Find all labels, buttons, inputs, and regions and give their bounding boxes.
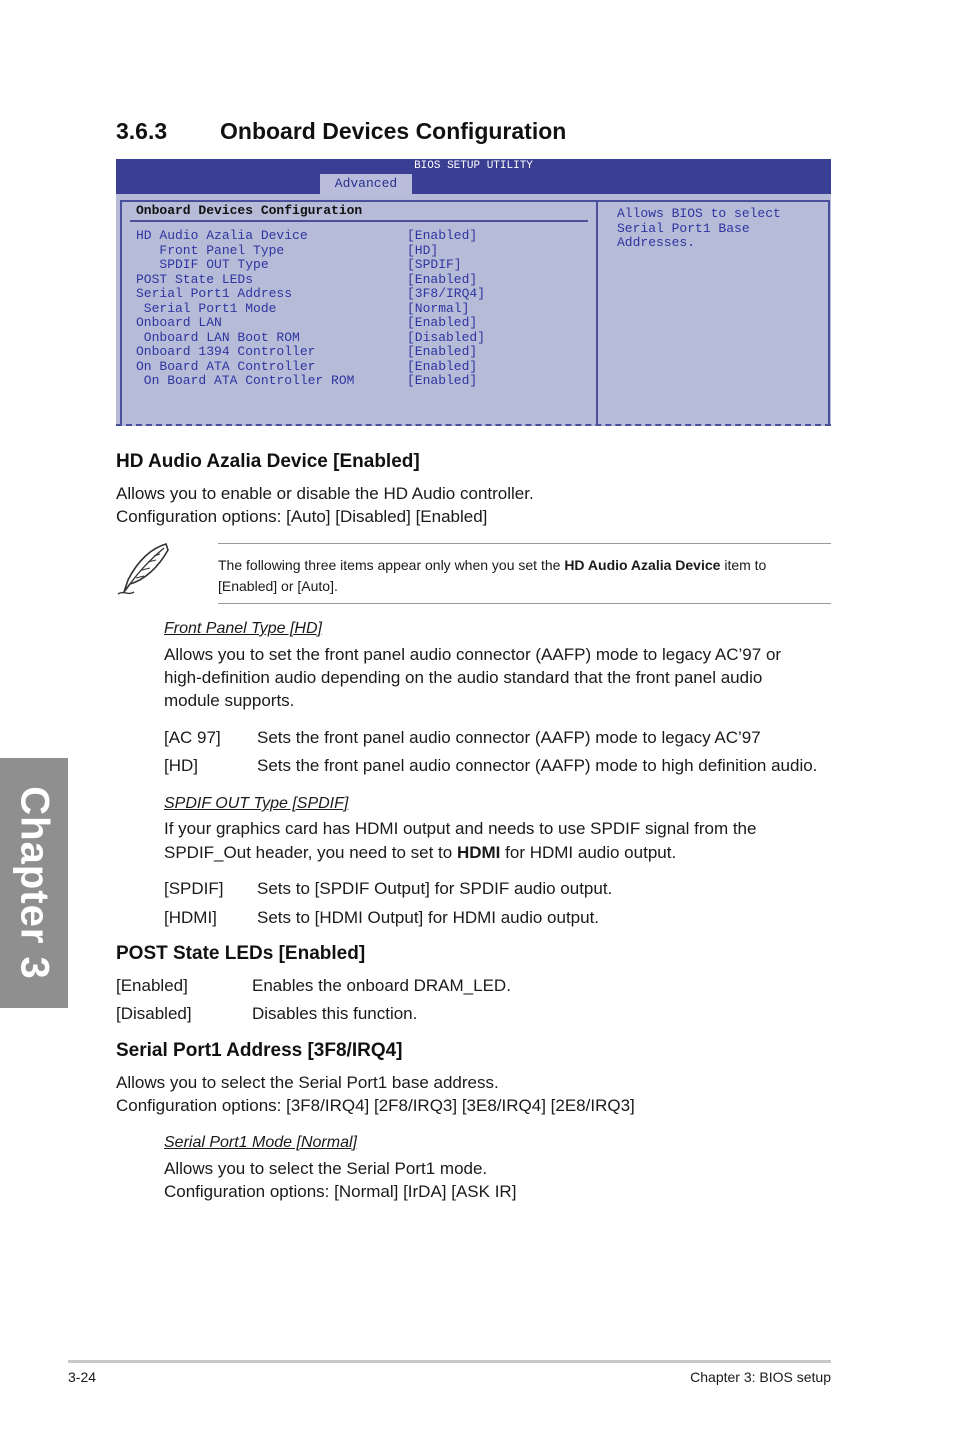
footer-chapter: Chapter 3: BIOS setup xyxy=(690,1369,831,1385)
bios-item[interactable]: Onboard LAN [Enabled] xyxy=(136,315,478,330)
front-panel-desc-2: high-definition audio depending on the audio standard that the front panel audio xyxy=(164,668,763,687)
hd-audio-options: Configuration options: [Auto] [Disabled] [Enabled] xyxy=(116,507,488,526)
bios-item-value: [Enabled] xyxy=(407,344,478,359)
footer-page-number: 3-24 xyxy=(68,1369,97,1385)
bios-header-bar xyxy=(116,159,831,194)
bios-item-value: [HD] xyxy=(407,242,439,258)
bios-item[interactable]: On Board ATA Controller ROM [Enabled] xyxy=(136,373,478,388)
bios-item-value: [SPDIF] xyxy=(407,257,462,272)
note-text: The following three items appear only when you set the HD Audio Azalia Device item to [Enabled] or [Auto]. xyxy=(218,557,767,594)
bios-bottom-dashed-border xyxy=(116,424,831,426)
note-bottom-rule xyxy=(218,603,831,604)
post-leds-heading: POST State LEDs [Enabled] xyxy=(116,943,366,964)
option-row: [SPDIF] Sets to [SPDIF Output] for SPDIF audio output. xyxy=(164,879,613,898)
bios-item-value: [Enabled] xyxy=(407,271,478,287)
bios-item[interactable]: Onboard LAN Boot ROM [Disabled] xyxy=(136,329,486,345)
note-top-rule xyxy=(218,543,831,544)
chapter-tab-label: Chapter 3 xyxy=(12,786,57,980)
hd-audio-desc: Allows you to enable or disable the HD Audio controller. xyxy=(116,484,534,503)
bios-item[interactable]: POST State LEDs [Enabled] xyxy=(136,271,478,287)
serial-address-desc: Allows you to select the Serial Port1 base address. xyxy=(116,1073,499,1092)
bios-item[interactable]: Front Panel Type [HD] xyxy=(136,242,439,258)
option-row: [Disabled] Disables this function. xyxy=(116,1004,418,1023)
bios-help-text: Allows BIOS to select Serial Port1 Base Addresses. xyxy=(617,206,781,250)
serial-address-heading: Serial Port1 Address [3F8/IRQ4] xyxy=(116,1040,403,1061)
bios-item[interactable]: Serial Port1 Address [3F8/IRQ4] xyxy=(136,286,486,301)
spdif-desc-2: SPDIF_Out header, you need to set to HDMI for HDMI audio output. xyxy=(164,843,677,862)
serial-address-options: Configuration options: [3F8/IRQ4] [2F8/IRQ3] [3E8/IRQ4] [2E8/IRQ3] xyxy=(116,1096,635,1115)
serial-mode-subheading: Serial Port1 Mode [Normal] xyxy=(164,1134,357,1151)
front-panel-subheading: Front Panel Type [HD] xyxy=(164,620,322,637)
bios-item-value: [Disabled] xyxy=(407,329,486,345)
bios-item-value: [Normal] xyxy=(407,300,470,316)
bios-panel-divider xyxy=(130,220,588,222)
hd-audio-heading: HD Audio Azalia Device [Enabled] xyxy=(116,451,420,472)
bios-item-value: [Enabled] xyxy=(407,228,478,243)
spdif-subheading: SPDIF OUT Type [SPDIF] xyxy=(164,795,349,812)
front-panel-desc-3: module supports. xyxy=(164,691,295,710)
bios-item[interactable]: Onboard 1394 Controller [Enabled] xyxy=(136,344,478,359)
bios-item-value: [Enabled] xyxy=(407,358,478,374)
chapter-side-tab xyxy=(0,758,68,1008)
bios-item-value: [Enabled] xyxy=(407,373,478,388)
bios-tab-advanced[interactable]: Advanced xyxy=(320,174,412,194)
bios-item[interactable]: SPDIF OUT Type [SPDIF] xyxy=(136,257,462,272)
bios-item-value: [3F8/IRQ4] xyxy=(407,286,486,301)
bios-panel-title: Onboard Devices Configuration xyxy=(136,203,363,218)
bios-item[interactable]: Serial Port1 Mode [Normal] xyxy=(136,300,470,316)
section-number: 3.6.3 xyxy=(116,118,168,144)
option-row: [AC 97] Sets the front panel audio connector (AAFP) mode to legacy AC’97 xyxy=(164,728,761,747)
section-title xyxy=(116,118,566,145)
option-row: [Enabled] Enables the onboard DRAM_LED. xyxy=(116,976,511,995)
option-row: [HD] Sets the front panel audio connector (AAFP) mode to high definition audio. xyxy=(164,756,818,775)
note-feather-icon xyxy=(114,540,174,600)
option-row: [HDMI] Sets to [HDMI Output] for HDMI audio output. xyxy=(164,908,600,927)
serial-mode-options: Configuration options: [Normal] [IrDA] [ASK IR] xyxy=(164,1182,517,1201)
bios-item[interactable]: HD Audio Azalia Device [Enabled] xyxy=(136,228,478,243)
serial-mode-desc: Allows you to select the Serial Port1 mode. xyxy=(164,1159,488,1178)
front-panel-desc-1: Allows you to set the front panel audio connector (AAFP) mode to legacy AC’97 or xyxy=(164,645,782,664)
bios-item[interactable]: On Board ATA Controller [Enabled] xyxy=(136,358,478,374)
spdif-desc-1: If your graphics card has HDMI output and needs to use SPDIF signal from the xyxy=(164,819,757,838)
footer-rule xyxy=(68,1360,831,1363)
bios-title: BIOS SETUP UTILITY xyxy=(414,160,533,172)
section-title-text: Onboard Devices Configuration xyxy=(220,118,567,144)
bios-item-value: [Enabled] xyxy=(407,315,478,330)
